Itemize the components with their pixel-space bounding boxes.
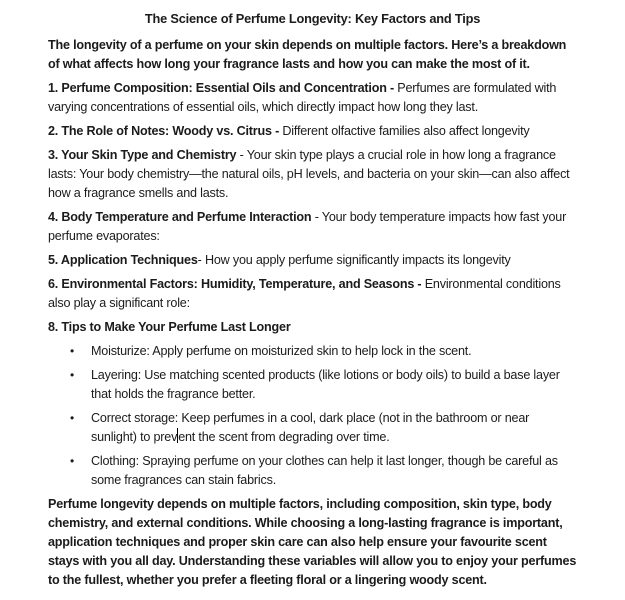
tips-list bbox=[48, 342, 577, 490]
section-2-heading: 2. The Role of Notes: Woody vs. Citrus - bbox=[48, 124, 280, 138]
section-2-paragraph bbox=[48, 122, 577, 141]
section-6-heading: 6. Environmental Factors: Humidity, Temperature, and Seasons - bbox=[48, 277, 422, 291]
section-1-paragraph bbox=[48, 79, 577, 117]
tip-item-layering bbox=[91, 366, 577, 404]
page-title: The Science of Perfume Longevity: Key Factors and Tips bbox=[144, 11, 481, 26]
section-3-text: - Your skin type plays a crucial role in how long a fragrance lasts: Your body chemistry—the natural oils, pH levels, and bacteria on your skin—can also affect how a fragrance smells and lasts. bbox=[48, 148, 570, 200]
section-3-heading: 3. Your Skin Type and Chemistry bbox=[48, 148, 237, 162]
tip-item-storage bbox=[91, 409, 577, 447]
tip-layering-text: Layering: Use matching scented products (like lotions or body oils) to build a base layer that holds the fragrance better. bbox=[91, 368, 560, 401]
tip-moisturize-text: Moisturize: Apply perfume on moisturized skin to help lock in the scent. bbox=[91, 344, 472, 358]
tip-item-moisturize bbox=[91, 342, 577, 361]
tip-item-clothing bbox=[91, 452, 577, 490]
section-1-text: Perfumes are formulated with varying concentrations of essential oils, which directly impact how long they last. bbox=[48, 81, 557, 114]
section-1-heading: 1. Perfume Composition: Essential Oils and Concentration - bbox=[48, 81, 394, 95]
section-5-text: - How you apply perfume significantly impacts its longevity bbox=[197, 253, 511, 267]
section-4-paragraph bbox=[48, 208, 577, 246]
section-4-heading: 4. Body Temperature and Perfume Interaction bbox=[48, 210, 312, 224]
conclusion-paragraph: Perfume longevity depends on multiple factors, including composition, skin type, body chemistry, and external conditions. While choosing a long-lasting fragrance is important, application techniques and proper skin care can also help ensure your favourite scent stays with you all day. Understanding these variables will allow you to enjoy your perfumes to the fullest, whether you prefer a fleeting floral or a lingering woody scent. bbox=[48, 497, 577, 587]
section-6-text: Environmental conditions also play a significant role: bbox=[48, 277, 561, 310]
tip-storage-text-after-cursor: ent the scent from degrading over time. bbox=[178, 430, 390, 444]
section-5-heading: 5. Application Techniques bbox=[48, 253, 198, 267]
section-6-paragraph bbox=[48, 275, 577, 313]
section-4-text: - Your body temperature impacts how fast your perfume evaporates: bbox=[48, 210, 567, 243]
intro-paragraph: The longevity of a perfume on your skin depends on multiple factors. Here’s a breakdown of what affects how long your fragrance lasts and how you can make the most of it. bbox=[48, 38, 567, 71]
section-3-paragraph bbox=[48, 146, 577, 203]
tip-clothing-text: Clothing: Spraying perfume on your clothes can help it last longer, though be careful as some fragrances can stain fabrics. bbox=[91, 454, 558, 487]
section-5-paragraph bbox=[48, 251, 577, 270]
tips-heading: 8. Tips to Make Your Perfume Last Longer bbox=[48, 320, 291, 334]
section-2-text: Different olfactive families also affect longevity bbox=[279, 124, 530, 138]
tip-storage-text-before-cursor: Correct storage: Keep perfumes in a cool, dark place (not in the bathroom or near sunlight) to prev bbox=[91, 411, 530, 444]
